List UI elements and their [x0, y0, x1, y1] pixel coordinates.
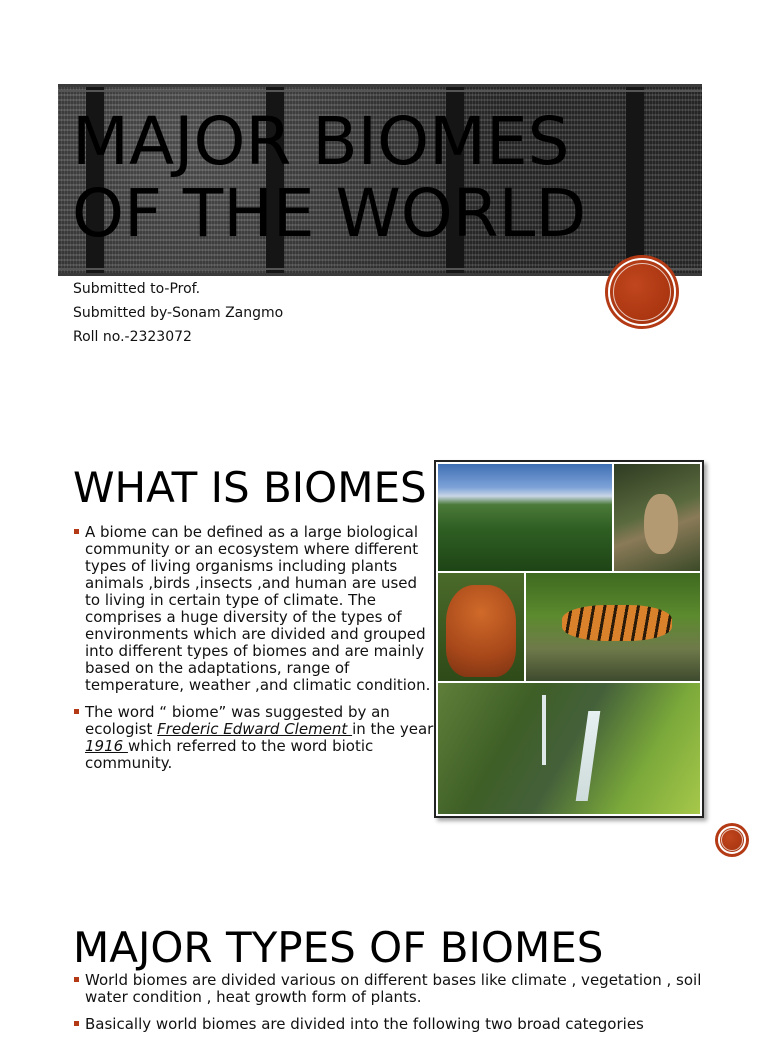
- circle-ornament-icon: [608, 258, 676, 326]
- waterfall-shape: [576, 711, 601, 801]
- title-line-1: MAJOR BIOMES: [72, 103, 570, 180]
- presentation-title: [72, 103, 587, 252]
- circle-ornament-icon: [718, 826, 746, 854]
- orangutan-photo: [438, 573, 524, 681]
- bullet-origin: [73, 704, 435, 772]
- bullet-text: which referred to the word biotic community.: [85, 737, 374, 772]
- band-rule: [58, 84, 702, 87]
- roll-number: Roll no.-2323072: [73, 329, 192, 345]
- title-slide: [0, 0, 768, 400]
- bullet-list: [73, 972, 713, 1043]
- sloth-photo: [614, 464, 700, 571]
- bullet-item: Basically world biomes are divided into the following two broad categories: [73, 1016, 713, 1033]
- band-rule: [58, 268, 702, 270]
- title-line-2: OF THE WORLD: [72, 175, 587, 252]
- slide-title: WHAT IS BIOMES: [73, 463, 427, 512]
- bullet-text: in the year: [352, 720, 434, 738]
- tiger-photo: [526, 573, 700, 681]
- submitted-to: Submitted to-Prof.: [73, 281, 201, 297]
- what-is-biomes-slide: [0, 440, 768, 880]
- orangutan-shape: [446, 585, 516, 677]
- band-rule: [58, 90, 702, 92]
- slide-title: MAJOR TYPES OF BIOMES: [73, 923, 604, 972]
- waterfall-shape: [542, 695, 546, 765]
- band-rule: [58, 273, 702, 276]
- bullet-text: The word “ biome” was suggested by an ecologist: [85, 703, 390, 738]
- waterfall-photo: [438, 683, 700, 814]
- sloth-shape: [644, 494, 678, 554]
- major-types-slide: [0, 920, 768, 1033]
- subtitle-list: [73, 277, 283, 349]
- biome-photo-collage: [434, 460, 704, 818]
- bullet-definition: A biome can be defined as a large biological community or an ecosystem where different types of living organisms including plants animals ,birds ,insects ,and human are used to living in certain type of climate. The comprises a huge diversity of the types of environments which are divided and grouped into different types of biomes and are mainly based on the adaptations, range of temperature, weather ,and climatic condition.: [73, 524, 435, 694]
- bullet-list: [73, 524, 435, 782]
- year-link[interactable]: 1916: [85, 737, 128, 755]
- bullet-item: World biomes are divided various on different bases like climate , vegetation , soil water condition , heat growth form of plants.: [73, 972, 713, 1006]
- submitted-by: Submitted by-Sonam Zangmo: [73, 305, 284, 321]
- tiger-shape: [562, 605, 672, 641]
- ecologist-link[interactable]: Frederic Edward Clement: [157, 720, 353, 738]
- forest-photo: [438, 464, 612, 571]
